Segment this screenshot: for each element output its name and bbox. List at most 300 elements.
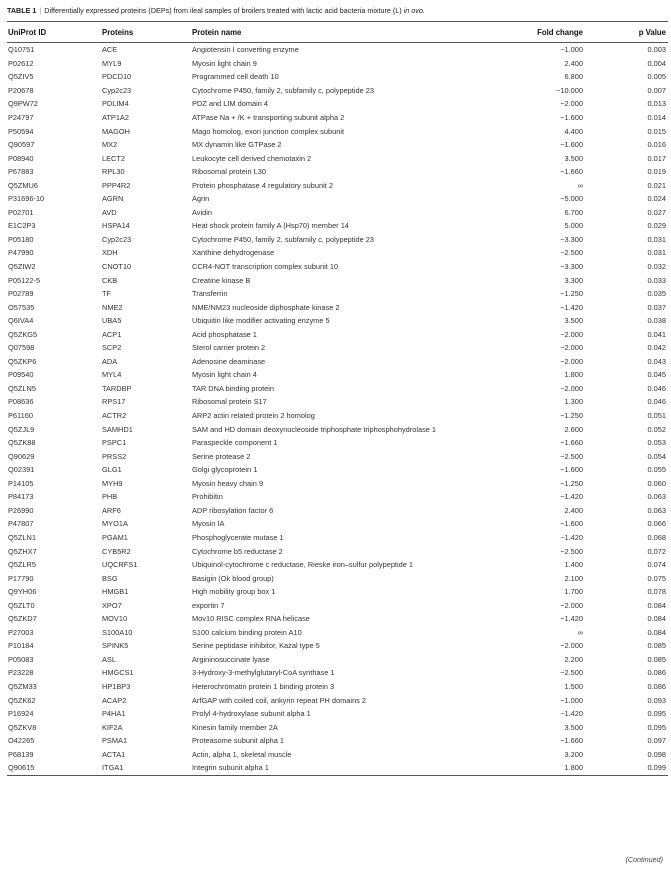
cell-protein: MOV10: [102, 614, 128, 624]
fold-change-value: 2.400: [564, 505, 583, 515]
header-fold-change-label: Fold change: [537, 27, 583, 37]
cell-uniprot-id: Q5ZIV5: [8, 72, 34, 82]
table-row: [7, 355, 668, 369]
cell-protein: HP1BP3: [102, 681, 131, 691]
cell-protein-name: ARP2 actin related protein 2 homolog: [192, 411, 315, 421]
cell-uniprot-id: P10184: [8, 641, 34, 651]
cell-protein: XPO7: [102, 600, 122, 610]
cell-fold-change: [510, 585, 590, 599]
cell-uniprot-id: P05083: [8, 654, 34, 664]
cell-protein: CNOT10: [102, 262, 132, 272]
cell-p-value: 0.085: [647, 654, 666, 664]
table-row: [7, 558, 668, 572]
table-row: [7, 680, 668, 694]
cell-fold-change: [510, 138, 590, 152]
fold-change-value: −2.500: [560, 546, 583, 556]
cell-uniprot-id: Q5ZK88: [8, 438, 36, 448]
cell-protein: PGAM1: [102, 532, 128, 542]
cell-uniprot-id: Q5ZIW2: [8, 262, 36, 272]
fold-change-value: −1.660: [560, 167, 583, 177]
header-fold-change: [510, 22, 590, 43]
cell-protein-name: Basigin (Ok blood group): [192, 573, 274, 583]
cell-fold-change: [510, 124, 590, 138]
cell-p-value: 0.063: [647, 505, 666, 515]
table-row: [7, 206, 668, 220]
cell-protein: MYL9: [102, 58, 122, 68]
cell-fold-change: [510, 598, 590, 612]
cell-protein: ACP1: [102, 329, 122, 339]
cell-p-value: 0.024: [647, 194, 666, 204]
cell-protein: CYB5R2: [102, 546, 131, 556]
fold-change-value: 3.200: [564, 749, 583, 759]
table-row: [7, 57, 668, 71]
fold-change-value: 1.300: [564, 397, 583, 407]
cell-p-value: 0.055: [647, 465, 666, 475]
cell-fold-change: [510, 341, 590, 355]
table-row: [7, 761, 668, 775]
cell-p-value: 0.093: [647, 695, 666, 705]
cell-fold-change: [510, 693, 590, 707]
fold-change-value: 3.500: [564, 722, 583, 732]
cell-uniprot-id: E1C2P3: [8, 221, 36, 231]
table-row: [7, 436, 668, 450]
cell-protein: ACTR2: [102, 411, 127, 421]
table-row: [7, 707, 668, 721]
table-row: [7, 517, 668, 531]
cell-protein: MYL4: [102, 370, 122, 380]
cell-protein: HMGCS1: [102, 668, 134, 678]
cell-p-value: 0.037: [647, 302, 666, 312]
fold-change-value: ∞: [577, 627, 583, 637]
fold-change-value: −2.000: [560, 641, 583, 651]
fold-change-value: −5.000: [560, 194, 583, 204]
cell-protein-name: Avidin: [192, 207, 212, 217]
cell-fold-change: [510, 395, 590, 409]
cell-uniprot-id: P50594: [8, 126, 34, 136]
cell-protein-name: Myosin heavy chain 9: [192, 478, 264, 488]
fold-change-value: −1.600: [560, 113, 583, 122]
cell-p-value: 0.086: [647, 668, 666, 678]
cell-uniprot-id: P24797: [8, 113, 34, 122]
header-proteins: Proteins: [102, 22, 192, 43]
cell-protein: MAGOH: [102, 126, 130, 136]
cell-fold-change: [510, 449, 590, 463]
cell-uniprot-id: Q5ZM33: [8, 681, 37, 691]
cell-fold-change: [510, 233, 590, 247]
cell-fold-change: [510, 97, 590, 111]
cell-uniprot-id: Q90597: [8, 140, 35, 150]
cell-protein: PDCD10: [102, 72, 132, 82]
fold-change-value: −1.600: [560, 465, 583, 475]
cell-p-value: 0.084: [647, 627, 666, 637]
fold-change-value: −1.660: [560, 736, 583, 746]
cell-protein-name: Xanthine dehydrogenase: [192, 248, 275, 258]
cell-uniprot-id: P02612: [8, 58, 34, 68]
cell-uniprot-id: P26990: [8, 505, 34, 515]
table-label: TABLE 1: [7, 6, 37, 15]
fold-change-value: −1.250: [560, 478, 583, 488]
cell-protein: SCP2: [102, 343, 122, 353]
caption-text: Differentially expressed proteins (DEPs) from ileal samples of broilers treated with lactic acid bacteria mixture (L): [44, 6, 404, 15]
cell-protein-name: Protein phosphatase 4 regulatory subunit 2: [192, 180, 333, 190]
cell-uniprot-id: P47990: [8, 248, 34, 258]
cell-p-value: 0.099: [590, 761, 668, 775]
fold-change-value: −2.000: [560, 343, 583, 353]
cell-fold-change: [510, 626, 590, 640]
cell-fold-change: [510, 287, 590, 301]
table-row: [7, 192, 668, 206]
deps-table: [7, 21, 668, 776]
cell-p-value: 0.053: [647, 438, 666, 448]
cell-uniprot-id: Q02391: [8, 465, 35, 475]
cell-uniprot-id: Q5ZLN1: [8, 532, 36, 542]
cell-uniprot-id: P05180: [8, 234, 34, 244]
cell-protein-name: Ubiquinol-cytochrome c reductase, Rieske iron–sulfur polypeptide 1: [192, 560, 414, 570]
cell-protein-name: Serine peptidase inhibitor, Kazal type 5: [192, 641, 320, 651]
cell-protein-name: Cytochrome P450, family 2, subfamily c, polypeptide 23: [192, 234, 374, 244]
cell-p-value: 0.013: [647, 99, 666, 109]
cell-protein-name: Phosphoglycerate mutase 1: [192, 532, 284, 542]
cell-protein: MYH9: [102, 478, 123, 488]
cell-p-value: 0.086: [647, 681, 666, 691]
cell-fold-change: [510, 57, 590, 71]
cell-p-value: 0.072: [647, 546, 666, 556]
table-row: [7, 585, 668, 599]
cell-p-value: 0.038: [647, 316, 666, 326]
cell-fold-change: [510, 571, 590, 585]
fold-change-value: −2.000: [560, 99, 583, 109]
fold-change-value: −1.420: [560, 532, 583, 542]
fold-change-value: 1.800: [564, 763, 583, 773]
continued-note: (Continued): [625, 855, 663, 864]
cell-p-value: 0.046: [647, 383, 666, 393]
cell-protein-name: Ribosomal protein S17: [192, 397, 267, 407]
cell-protein: P4HA1: [102, 709, 126, 719]
cell-fold-change: [510, 355, 590, 369]
cell-protein-name: Golgi glycoprotein 1: [192, 465, 258, 475]
cell-protein-name: Myosin light chain 9: [192, 58, 257, 68]
cell-protein: TF: [102, 289, 112, 299]
cell-protein-name: Proteasome subunit alpha 1: [192, 736, 285, 746]
cell-protein-name: Myosin light chain 4: [192, 370, 257, 380]
cell-p-value: 0.033: [647, 275, 666, 285]
cell-protein: SAMHD1: [102, 424, 133, 434]
cell-fold-change: [510, 707, 590, 721]
cell-protein-name: Creatine kinase B: [192, 275, 251, 285]
cell-fold-change: [510, 273, 590, 287]
cell-uniprot-id: P68139: [8, 749, 34, 759]
cell-protein-name: SAM and HD domain deoxynucleoside triphosphate triphosphohydrolase 1: [192, 424, 437, 434]
fold-change-value: 6.800: [564, 72, 583, 82]
cell-protein-name: Agrin: [192, 194, 210, 204]
table-header-row: [7, 22, 668, 43]
fold-change-value: 5.000: [564, 221, 583, 231]
cell-protein: ITGA1: [102, 761, 192, 775]
fold-change-value: −1.420: [560, 614, 583, 624]
cell-protein-name: PDZ and LIM domain 4: [192, 99, 268, 109]
cell-uniprot-id: P05122-5: [8, 275, 41, 285]
cell-p-value: 0.078: [647, 587, 666, 597]
cell-p-value: 0.032: [647, 262, 666, 272]
cell-fold-change: [510, 436, 590, 450]
fold-change-value: −1.000: [560, 45, 583, 55]
cell-uniprot-id: P67883: [8, 167, 34, 177]
cell-fold-change: [510, 178, 590, 192]
cell-protein: ACAP2: [102, 695, 127, 705]
fold-change-value: −1.600: [560, 519, 583, 529]
cell-uniprot-id: P23228: [8, 668, 34, 678]
cell-p-value: 0.074: [647, 560, 666, 570]
cell-protein: PHB: [102, 492, 118, 502]
fold-change-value: 1.800: [564, 370, 583, 380]
cell-fold-change: [510, 422, 590, 436]
fold-change-value: −2.000: [560, 356, 583, 366]
cell-protein-name: Angiotensin I converting enzyme: [192, 45, 299, 55]
cell-protein: Cyp2c23: [102, 85, 132, 95]
cell-protein: UQCRFS1: [102, 560, 138, 570]
fold-change-value: −2.500: [560, 668, 583, 678]
cell-p-value: 0.051: [647, 411, 666, 421]
cell-protein-name: Cytochrome P450, family 2, subfamily c, polypeptide 23: [192, 85, 374, 95]
cell-protein-name: Ribosomal protein L30: [192, 167, 266, 177]
fold-change-value: −2.500: [560, 451, 583, 461]
fold-change-value: −2.000: [560, 600, 583, 610]
cell-fold-change: [510, 490, 590, 504]
cell-fold-change: [510, 544, 590, 558]
table-row: [7, 111, 668, 125]
cell-fold-change: [510, 111, 590, 125]
table-row: [7, 463, 668, 477]
fold-change-value: −1.420: [560, 302, 583, 312]
cell-protein-name: Integrin subunit alpha 1: [192, 761, 510, 775]
fold-change-value: −1.420: [560, 492, 583, 502]
cell-protein-name: Ubiquitin like modifier activating enzyme 5: [192, 316, 330, 326]
cell-p-value: 0.004: [647, 58, 666, 68]
table-row: [7, 165, 668, 179]
cell-p-value: 0.066: [647, 519, 666, 529]
cell-uniprot-id: P14105: [8, 478, 34, 488]
cell-fold-change: [510, 409, 590, 423]
cell-protein: HMGB1: [102, 587, 129, 597]
cell-uniprot-id: Q07598: [8, 343, 35, 353]
cell-fold-change: [510, 192, 590, 206]
cell-p-value: 0.027: [647, 207, 666, 217]
cell-protein: ADA: [102, 356, 118, 366]
fold-change-value: 1.700: [564, 587, 583, 597]
cell-protein: PRSS2: [102, 451, 127, 461]
fold-change-value: 3.500: [564, 153, 583, 163]
cell-protein: PSMA1: [102, 736, 128, 746]
cell-protein: MX2: [102, 140, 118, 150]
cell-fold-change: [510, 734, 590, 748]
cell-fold-change: [510, 680, 590, 694]
fold-change-value: −2.000: [560, 329, 583, 339]
cell-fold-change: [510, 219, 590, 233]
cell-uniprot-id: P61160: [8, 411, 33, 421]
cell-p-value: 0.095: [647, 722, 666, 732]
cell-fold-change: [510, 612, 590, 626]
table-row: [7, 233, 668, 247]
cell-protein-name: TAR DNA binding protein: [192, 383, 275, 393]
cell-uniprot-id: Q5ZJL9: [8, 424, 35, 434]
cell-fold-change: [510, 151, 590, 165]
cell-uniprot-id: P20678: [8, 85, 34, 95]
cell-p-value: 0.031: [647, 234, 666, 244]
table-row: [7, 327, 668, 341]
caption-separator: |: [39, 6, 42, 15]
cell-protein-name: High mobility group box 1: [192, 587, 276, 597]
cell-fold-change: [510, 653, 590, 667]
cell-uniprot-id: O42265: [8, 736, 35, 746]
fold-change-value: 2.400: [564, 58, 583, 68]
cell-p-value: 0.045: [647, 370, 666, 380]
cell-fold-change: [510, 368, 590, 382]
table-row: [7, 449, 668, 463]
cell-p-value: 0.043: [647, 356, 666, 366]
table-row: [7, 178, 668, 192]
cell-protein-name: Transferrin: [192, 289, 228, 299]
cell-p-value: 0.029: [647, 221, 666, 231]
cell-protein-name: Leukocyte cell derived chemotaxin 2: [192, 153, 312, 163]
table-row: [7, 720, 668, 734]
cell-uniprot-id: P08940: [8, 153, 34, 163]
cell-p-value: 0.031: [647, 248, 666, 258]
cell-uniprot-id: Q90629: [8, 451, 35, 461]
fold-change-value: 2.600: [564, 424, 583, 434]
table-row: [7, 612, 668, 626]
cell-fold-change: [510, 531, 590, 545]
cell-uniprot-id: P31696-10: [8, 194, 45, 204]
cell-uniprot-id: Q5ZHX7: [8, 546, 37, 556]
table-row: [7, 151, 668, 165]
cell-p-value: 0.017: [647, 153, 666, 163]
cell-p-value: 0.063: [647, 492, 666, 502]
cell-protein-name: Cytochrome b5 reductase 2: [192, 546, 283, 556]
cell-protein: AGRN: [102, 194, 124, 204]
fold-change-value: −2.000: [560, 383, 583, 393]
cell-fold-change: [510, 761, 590, 775]
cell-uniprot-id: P27003: [8, 627, 34, 637]
cell-protein: ASL: [102, 654, 116, 664]
cell-uniprot-id: P02701: [8, 207, 34, 217]
cell-p-value: 0.016: [647, 140, 666, 150]
table-body: [7, 43, 668, 776]
cell-fold-change: [510, 327, 590, 341]
cell-protein: S100A10: [102, 627, 133, 637]
cell-protein-name: Heat shock protein family A (Hsp70) member 14: [192, 221, 349, 231]
cell-protein-name: Argininosuccinate lyase: [192, 654, 270, 664]
table-row: [7, 382, 668, 396]
cell-fold-change: [510, 84, 590, 98]
cell-protein: ACE: [102, 45, 118, 55]
cell-protein: AVD: [102, 207, 117, 217]
table-row: [7, 97, 668, 111]
cell-protein: KIF2A: [102, 722, 123, 732]
table-row: [7, 300, 668, 314]
table-row: [7, 138, 668, 152]
cell-protein-name: exportin 7: [192, 600, 225, 610]
cell-uniprot-id: P17790: [8, 573, 34, 583]
header-p-value: p Value: [590, 22, 668, 43]
table-row: [7, 598, 668, 612]
fold-change-value: 1.400: [564, 560, 583, 570]
cell-uniprot-id: Q90615: [7, 761, 102, 775]
header-protein-name: Protein name: [192, 22, 510, 43]
fold-change-value: −1.660: [560, 438, 583, 448]
fold-change-value: 1.500: [564, 681, 583, 691]
cell-protein: ACTA1: [102, 749, 126, 759]
table-row: [7, 368, 668, 382]
cell-uniprot-id: Q9YH06: [8, 587, 37, 597]
cell-p-value: 0.095: [647, 709, 666, 719]
fold-change-value: −3.300: [560, 262, 583, 272]
cell-protein: XDH: [102, 248, 118, 258]
cell-fold-change: [510, 504, 590, 518]
table-row: [7, 287, 668, 301]
table-caption: [7, 6, 665, 21]
cell-uniprot-id: Q9PW72: [8, 99, 38, 109]
cell-protein: BSG: [102, 573, 118, 583]
cell-uniprot-id: Q5ZKG5: [8, 329, 38, 339]
fold-change-value: 6.700: [564, 207, 583, 217]
cell-uniprot-id: O57535: [8, 302, 35, 312]
cell-protein: Cyp2c23: [102, 234, 132, 244]
fold-change-value: 3.500: [564, 316, 583, 326]
cell-uniprot-id: P84173: [8, 492, 34, 502]
cell-fold-change: [510, 517, 590, 531]
cell-protein-name: 3-Hydroxy-3-methylglutaryl-CoA synthase 1: [192, 668, 335, 678]
cell-uniprot-id: P09540: [8, 370, 34, 380]
cell-protein: HSPA14: [102, 221, 130, 231]
cell-protein-name: MX dynamin like GTPase 2: [192, 140, 282, 150]
cell-uniprot-id: P02789: [8, 289, 34, 299]
table-row: [7, 70, 668, 84]
cell-p-value: 0.019: [647, 167, 666, 177]
cell-fold-change: [510, 463, 590, 477]
cell-uniprot-id: Q5ZLR5: [8, 560, 36, 570]
table-row: [7, 84, 668, 98]
table-row: [7, 531, 668, 545]
cell-protein-name: ATPase Na + /K + transporting subunit alpha 2: [192, 113, 345, 122]
cell-protein: NME2: [102, 302, 123, 312]
cell-p-value: 0.052: [647, 424, 666, 434]
table-row: [7, 260, 668, 274]
cell-protein: ARF6: [102, 505, 121, 515]
fold-change-value: 2.200: [564, 654, 583, 664]
table-row: [7, 341, 668, 355]
cell-p-value: 0.075: [647, 573, 666, 583]
table-row: [7, 422, 668, 436]
table-row: [7, 395, 668, 409]
cell-protein-name: Prohibitin: [192, 492, 223, 502]
cell-p-value: 0.084: [647, 614, 666, 624]
cell-uniprot-id: Q5ZKV8: [8, 722, 37, 732]
cell-p-value: 0.098: [647, 749, 666, 759]
fold-change-value: 2.100: [564, 573, 583, 583]
cell-protein-name: Kinesin family member 2A: [192, 722, 278, 732]
cell-protein-name: Mov10 RISC complex RNA helicase: [192, 614, 310, 624]
cell-fold-change: [510, 639, 590, 653]
cell-fold-change: [510, 382, 590, 396]
cell-uniprot-id: Q10751: [8, 45, 35, 55]
cell-uniprot-id: Q5ZLN5: [8, 383, 36, 393]
cell-p-value: 0.021: [647, 180, 666, 190]
cell-fold-change: [510, 314, 590, 328]
cell-protein: PPP4R2: [102, 180, 131, 190]
cell-uniprot-id: Q5ZK62: [8, 695, 36, 705]
cell-uniprot-id: P16924: [8, 709, 34, 719]
cell-protein: PSPC1: [102, 438, 127, 448]
